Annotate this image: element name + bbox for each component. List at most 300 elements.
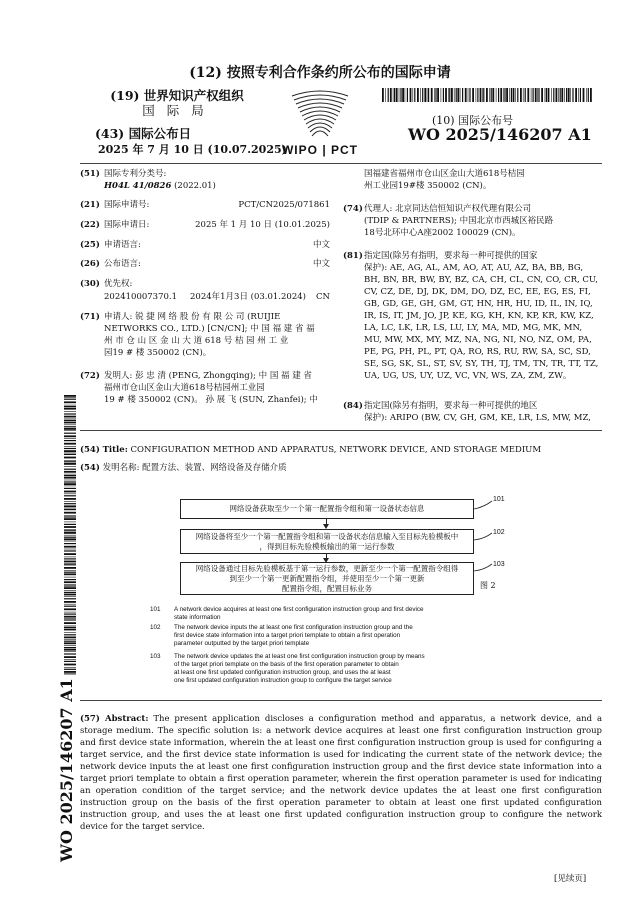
barcode-bar: [64, 425, 76, 426]
barcode-bar: [64, 461, 76, 462]
barcode-bar: [441, 88, 442, 102]
barcode-bar: [64, 411, 76, 412]
field-22-label: 国际申请日:: [104, 220, 150, 230]
barcode-bar: [64, 438, 76, 439]
legend-num-103: 103: [150, 653, 161, 660]
barcode-bar: [566, 88, 567, 102]
regional-states-line-1: 指定国(除另有指明，要求每一种可提供的地区: [364, 401, 538, 411]
barcode-bar: [64, 590, 76, 591]
barcode-bar: [64, 397, 76, 398]
barcode-bar: [445, 88, 447, 102]
barcode-bar: [414, 88, 415, 102]
barcode-bar: [64, 645, 76, 646]
national-states-line-1: 指定国(除另有指明，要求每一种可提供的国家: [364, 251, 538, 261]
barcode-bar: [588, 88, 589, 102]
barcode-bar: [64, 585, 76, 586]
barcode-bar: [64, 604, 76, 605]
field-81-code: (81): [343, 251, 363, 261]
reference-103: 103: [493, 561, 505, 568]
barcode-bar: [64, 530, 76, 531]
organization-name: (19) 世界知识产权组织: [110, 88, 244, 103]
barcode-bar: [64, 616, 76, 618]
field-21-code: (21): [80, 200, 100, 210]
barcode-bar: [575, 88, 577, 102]
barcode-bar: [434, 88, 435, 102]
barcode-bar: [399, 88, 400, 102]
national-states-line-11: UA, UG, US, UY, UZ, VC, VN, WS, ZA, ZM, ZW。: [364, 371, 572, 381]
barcode-side: [64, 395, 76, 675]
barcode-bar: [64, 667, 76, 668]
barcode-bar: [583, 88, 585, 102]
barcode-bar: [515, 88, 516, 102]
barcode-bar: [64, 405, 76, 406]
barcode-bar: [468, 88, 469, 102]
barcode-bar: [64, 614, 76, 615]
flow-step-103-line-1: 网络设备通过目标先验模板基于第一运行参数，更新至少一个第一配置指令组得: [195, 564, 459, 573]
barcode-bar: [64, 399, 76, 400]
barcode-bar: [64, 515, 76, 516]
barcode-bar: [572, 88, 573, 102]
barcode-bar: [531, 88, 532, 102]
barcode-bar: [64, 426, 76, 427]
barcode-bar: [513, 88, 515, 102]
barcode-bar: [496, 88, 497, 102]
barcode-bar: [64, 618, 76, 619]
field-30-code: (30): [80, 279, 100, 289]
barcode-bar: [64, 541, 76, 542]
barcode-bar: [64, 524, 76, 525]
barcode-bar: [462, 88, 463, 102]
barcode-bar: [469, 88, 470, 102]
field-51-value-row: [104, 180, 216, 192]
barcode-bar: [393, 88, 394, 102]
barcode-bar: [525, 88, 526, 102]
biblio-divider: [80, 430, 602, 431]
barcode-bar: [560, 88, 561, 102]
legend-102-line-3: parameter outputted by the target priori template: [174, 640, 310, 647]
priority-date: 2024年1月3日 (03.01.2024): [190, 292, 306, 302]
barcode-bar: [503, 88, 504, 102]
national-states-line-2: 保护): AE, AG, AL, AM, AO, AT, AU, AZ, BA, BB, BG,: [364, 263, 584, 273]
barcode-bar: [553, 88, 554, 102]
barcode-bar: [537, 88, 538, 102]
barcode-bar: [64, 673, 76, 674]
field-25-code: (25): [80, 240, 100, 250]
barcode-bar: [64, 627, 76, 628]
barcode-bar: [527, 88, 529, 102]
barcode-bar: [64, 448, 76, 449]
barcode-bar: [64, 573, 76, 575]
legend-102-line-2: first device state information into a target priori template to obtain a first operation: [174, 632, 401, 639]
barcode-bar: [64, 428, 76, 430]
barcode-bar: [64, 592, 76, 593]
barcode-bar: [454, 88, 455, 102]
barcode-bar: [568, 88, 570, 102]
barcode-bar: [64, 637, 76, 639]
national-states-line-4: CV, CZ, DE, DJ, DK, DM, DO, DZ, EC, EE, EG, ES, FI,: [364, 287, 591, 297]
barcode-bar: [590, 88, 592, 102]
barcode-bar: [64, 420, 76, 421]
barcode-bar: [407, 88, 408, 102]
barcode-bar: [491, 88, 492, 102]
legend-103-line-4: one first updated configuration instruction group to configure the target service: [174, 677, 392, 684]
inventor-line-3: 19 # 楼 350002 (CN)。 孙 展 飞 (SUN, Zhanfei); 中: [104, 395, 318, 405]
barcode-bar: [586, 88, 587, 102]
application-number: PCT/CN2025/071861: [238, 200, 330, 210]
barcode-bar: [388, 88, 389, 102]
barcode-bar: [456, 88, 457, 102]
title-en: CONFIGURATION METHOD AND APPARATUS, NETWORK DEVICE, AND STORAGE MEDIUM: [130, 445, 542, 455]
barcode-bar: [457, 88, 459, 102]
barcode-bar: [400, 88, 401, 102]
inventor-line-2: 福州市仓山区金山大道618号桔园州工业园: [104, 383, 265, 393]
barcode-bar: [472, 88, 474, 102]
agent-line-1: 代理人: 北京同达信恒知识产权代理有限公司: [364, 204, 532, 214]
flow-step-102: [180, 529, 474, 554]
barcode-bar: [548, 88, 550, 102]
barcode-bar: [486, 88, 488, 102]
barcode-bar: [64, 450, 76, 452]
priority-country: CN: [316, 292, 330, 302]
legend-101-line-1: A network device acquires at least one first configuration instruction group and first device: [174, 606, 424, 613]
barcode-bar: [64, 529, 76, 530]
barcode-bar: [64, 532, 76, 534]
legend-103-line-3: at least one first updated configuration instruction group, and uses the at least: [174, 669, 391, 676]
barcode-bar: [517, 88, 518, 102]
barcode-bar: [545, 88, 546, 102]
barcode-bar: [64, 401, 76, 403]
applicant-line-2: NETWORKS CO., LTD.) [CN/CN]; 中 国 福 建 省 福: [104, 324, 315, 334]
applicant-line-4: 园19 # 楼 350002 (CN)。: [104, 348, 212, 358]
barcode-bar: [64, 419, 76, 420]
flow-step-103-line-2: 到至少一个第一更新配置指令组，并使用至少一个第一更新: [229, 574, 425, 583]
national-states-line-8: MU, MW, MX, MY, MZ, NA, NG, NI, NO, NZ, OM, PA,: [364, 335, 592, 345]
barcode-bar: [504, 88, 505, 102]
barcode-bar: [523, 88, 524, 102]
barcode-bar: [64, 651, 76, 652]
barcode-bar: [541, 88, 543, 102]
national-states-line-7: LA, LC, LK, LR, LS, LU, LY, MA, MD, MG, MK, MN,: [364, 323, 583, 333]
barcode-bar: [427, 88, 428, 102]
barcode-bar: [64, 495, 76, 496]
barcode-bar: [570, 88, 571, 102]
barcode-bar: [64, 483, 76, 485]
barcode-bar: [64, 642, 76, 644]
barcode-bar: [64, 577, 76, 578]
barcode-bar: [443, 88, 444, 102]
figure-label: 图 2: [480, 581, 496, 590]
barcode-bar: [64, 581, 76, 583]
barcode-bar: [64, 408, 76, 410]
filing-language: 中文: [312, 240, 330, 250]
inventor-cont-line-1: 国福建省福州市仓山区金山大道618号桔园: [364, 169, 525, 179]
barcode-bar: [483, 88, 484, 102]
barcode-bar: [64, 512, 76, 514]
barcode-bar: [64, 567, 76, 569]
title-zh-label: 发明名称:: [102, 463, 140, 473]
barcode-bar: [64, 422, 76, 424]
barcode-bar: [64, 632, 76, 633]
barcode-bar: [437, 88, 439, 102]
national-states-line-10: SE, SG, SK, SL, ST, SV, SY, TH, TJ, TM, TN, TR, TT, TZ,: [364, 359, 599, 369]
barcode-bar: [420, 88, 421, 102]
barcode-bar: [402, 88, 404, 102]
title-en-code: (54): [80, 445, 100, 455]
barcode-bar: [64, 454, 76, 455]
barcode-bar: [480, 88, 482, 102]
barcode-bar: [64, 501, 76, 502]
barcode-bar: [64, 570, 76, 571]
barcode-bar: [64, 416, 76, 418]
barcode-bar: [396, 88, 398, 102]
field-30-label: 优先权:: [104, 279, 133, 289]
barcode-bar: [460, 88, 461, 102]
barcode-bar: [558, 88, 559, 102]
field-51-label: 国际专利分类号:: [104, 169, 167, 179]
applicant-line-1: 申请人: 锐 捷 网 络 股 份 有 限 公 司 (RUIJIE: [104, 312, 281, 322]
barcode-bar: [64, 508, 76, 509]
barcode-bar: [64, 622, 76, 624]
barcode-bar: [64, 557, 76, 558]
barcode-bar: [465, 88, 467, 102]
barcode-bar: [64, 466, 76, 467]
inventor-cont-line-2: 州工业园19#楼 350002 (CN)。: [364, 181, 492, 191]
barcode-bar: [424, 88, 426, 102]
barcode-bar: [561, 88, 563, 102]
reference-101: 101: [493, 496, 505, 503]
barcode-bar: [64, 561, 76, 563]
barcode-bar: [64, 659, 76, 660]
barcode-bar: [64, 594, 76, 596]
barcode-bar: [506, 88, 508, 102]
barcode-bar: [64, 537, 76, 538]
national-states-line-9: PE, PG, PH, PL, PT, QA, RO, RS, RU, RW, SA, SC, SD,: [364, 347, 591, 357]
barcode-bar: [64, 612, 76, 613]
legend-101-line-2: state information: [174, 614, 221, 621]
barcode-bar: [64, 488, 76, 489]
abstract-text: The present application discloses a configuration method and apparatus, a network device, and a storage medium. The specific solution is: a network device acquires at least one first configuration instruction group and first device state information, wherein the at least one first configuration instruction group is used for configuring a target service, and the first device state information is used for indicating the current state of the network device; the network device inputs the at least one first configuration instruction group and the first device state information into a target priori template to obtain a first operation parameter, wherein the first operation parameter is used for indicating an operation condition of the target service; and the network device updates the at least one first configuration instruction group on the basis of the first operation parameter to obtain at least one first updated configuration instruction group, and uses the at least one first updated configuration instruction group to configure the network device for the target service.: [80, 714, 603, 832]
ipc-date: (2022.01): [174, 181, 216, 191]
barcode-bar: [64, 653, 76, 654]
title-zh-row: [80, 462, 287, 474]
title-zh: 配置方法、装置、网络设备及存储介质: [142, 463, 287, 473]
agent-line-3: 18号北环中心A座2002 100029 (CN)。: [364, 228, 521, 238]
barcode-bar: [64, 435, 76, 437]
barcode-bar: [64, 641, 76, 642]
national-states-line-3: BH, BN, BR, BW, BY, BZ, CA, CH, CL, CN, CO, CR, CU,: [364, 275, 598, 285]
publication-date-label: (43) 国际公布日: [95, 126, 192, 141]
barcode-bar: [64, 629, 76, 631]
barcode-bar: [64, 522, 76, 523]
barcode-bar: [64, 601, 76, 603]
barcode-bar: [64, 608, 76, 610]
barcode-bar: [64, 598, 76, 599]
barcode-bar: [64, 579, 76, 580]
title-en-row: [80, 444, 541, 456]
ipc-classification: H04L 41/0826: [104, 181, 172, 191]
barcode-bar: [64, 505, 76, 507]
barcode-bar: [64, 474, 76, 475]
flow-step-103: [180, 562, 474, 595]
field-84-code: (84): [343, 401, 363, 411]
barcode-bar: [435, 88, 436, 102]
barcode-bar: [64, 606, 76, 607]
legend-102-line-1: The network device inputs the at least one first configuration instruction group and the: [174, 624, 413, 631]
barcode-bar: [64, 671, 76, 673]
figure-divider: [80, 700, 602, 701]
publication-date: 2025 年 7 月 10 日 (10.07.2025): [98, 143, 287, 156]
filing-date: 2025 年 1 月 10 日 (10.01.2025): [195, 220, 330, 230]
barcode-bar: [64, 463, 76, 465]
barcode-bar: [533, 88, 534, 102]
barcode-bar: [64, 440, 76, 441]
barcode-bar: [394, 88, 395, 102]
barcode-bar: [449, 88, 450, 102]
barcode-bar: [64, 406, 76, 407]
barcode-bar: [431, 88, 433, 102]
barcode-bar: [64, 460, 76, 461]
barcode-bar: [448, 88, 449, 102]
flow-step-101-text: 网络设备获取至少一个第一配置指令组和第一设备状态信息: [229, 504, 425, 513]
barcode-bar: [64, 546, 76, 548]
barcode-bar: [413, 88, 414, 102]
flow-step-103-line-3: 配置指令组，配置目标业务: [282, 584, 372, 593]
regional-states-line-2: 保护): ARIPO (BW, CV, GH, GM, KE, LR, LS, MW, MZ,: [364, 413, 591, 423]
national-states-line-6: IR, IS, IT, JM, JO, JP, KE, KG, KH, KN, KP, KR, KW, KZ,: [364, 311, 594, 321]
barcode-bar: [428, 88, 429, 102]
abstract: [80, 713, 602, 833]
barcode-bar: [64, 634, 76, 635]
barcode-bar: [64, 619, 76, 620]
barcode-bar: [64, 572, 76, 573]
barcode-bar: [64, 563, 76, 564]
applicant-line-3: 州 市 仓 山 区 金 山 大 道 618 号 桔 园 州 工 业: [104, 336, 289, 346]
barcode-bar: [64, 503, 76, 504]
organization-bureau: 国 际 局: [142, 103, 208, 118]
legend-103-line-2: of the target priori template on the basis of the first operation parameter to obtain: [174, 661, 399, 668]
barcode-bar: [520, 88, 522, 102]
barcode-bar: [64, 669, 76, 670]
barcode-bar: [64, 413, 76, 414]
barcode-bar: [64, 516, 76, 517]
barcode-bar: [64, 584, 76, 585]
barcode-bar: [509, 88, 510, 102]
barcode-bar: [64, 433, 76, 434]
barcode-bar: [564, 88, 565, 102]
barcode-bar: [410, 88, 412, 102]
barcode-bar: [64, 587, 76, 589]
barcode-bar: [538, 88, 539, 102]
barcode-bar: [64, 446, 76, 447]
barcode-bar: [64, 549, 76, 550]
barcode-bar: [64, 509, 76, 510]
logo-text: WIPO | PCT: [281, 143, 359, 157]
publication-language: 中文: [312, 259, 330, 269]
barcode-bar: [64, 664, 76, 666]
barcode-bar: [546, 88, 547, 102]
abstract-label: (57) Abstract:: [80, 714, 149, 724]
barcode-bar: [64, 564, 76, 565]
document-title: (12) 按照专利合作条约所公布的国际申请: [189, 65, 451, 81]
barcode-bar: [64, 469, 76, 470]
inventor-line-1: 发明人: 彭 忠 清 (PENG, Zhongqing); 中 国 福 建 省: [104, 371, 312, 381]
barcode-bar: [64, 471, 76, 473]
priority-number: 202410007370.1: [104, 292, 178, 302]
continued-note: [见续页]: [554, 874, 587, 884]
title-en-label: Title:: [102, 445, 128, 455]
barcode-bar: [578, 88, 579, 102]
barcode-top: [382, 88, 592, 102]
barcode-bar: [390, 88, 392, 102]
barcode-bar: [64, 480, 76, 481]
barcode-bar: [451, 88, 453, 102]
national-states-line-5: GB, GD, GE, GH, GM, GT, HN, HR, HU, ID, IL, IN, IQ,: [364, 299, 593, 309]
barcode-bar: [64, 596, 76, 597]
barcode-bar: [580, 88, 581, 102]
publication-number: WO 2025/146207 A1: [408, 125, 592, 144]
flow-step-102-line-1: 网络设备将至少一个第一配置指令组和第一设备状态信息输入至目标先验模板中: [195, 532, 459, 541]
barcode-bar: [489, 88, 490, 102]
field-25-label: 申请语言:: [104, 240, 141, 250]
barcode-bar: [64, 475, 76, 476]
barcode-bar: [64, 518, 76, 520]
field-21-label: 国际申请号:: [104, 200, 150, 210]
barcode-bar: [64, 647, 76, 648]
barcode-bar: [498, 88, 499, 102]
barcode-bar: [500, 88, 502, 102]
field-22-code: (22): [80, 220, 100, 230]
barcode-bar: [64, 491, 76, 493]
wipo-logo: [270, 90, 370, 160]
barcode-bar: [64, 453, 76, 454]
barcode-bar: [64, 649, 76, 651]
publication-number-label: (10) 国际公布号: [432, 114, 514, 127]
agent-line-2: (TDIP & PARTNERS); 中国北京市西城区裕民路: [364, 216, 554, 226]
barcode-bar: [64, 550, 76, 551]
barcode-bar: [405, 88, 406, 102]
barcode-bar: [556, 88, 558, 102]
field-71-code: (71): [80, 312, 100, 322]
barcode-bar: [64, 481, 76, 482]
field-72-code: (72): [80, 371, 100, 381]
barcode-bar: [64, 494, 76, 495]
field-26-label: 公布语言:: [104, 259, 141, 269]
barcode-bar: [422, 88, 423, 102]
side-publication-number: WO 2025/146207 A1: [57, 678, 76, 862]
barcode-bar: [64, 661, 76, 662]
barcode-bar: [535, 88, 537, 102]
barcode-bar: [64, 526, 76, 528]
barcode-bar: [64, 656, 76, 658]
barcode-bar: [64, 395, 76, 397]
barcode-bar: [64, 443, 76, 445]
legend-103-line-1: The network device updates the at least one first configuration instruction group by means: [174, 653, 425, 660]
barcode-bar: [492, 88, 494, 102]
barcode-bar: [64, 477, 76, 479]
barcode-bar: [64, 498, 76, 500]
field-74-code: (74): [343, 204, 363, 214]
barcode-bar: [476, 88, 477, 102]
barcode-bar: [64, 457, 76, 459]
barcode-bar: [64, 538, 76, 540]
barcode-bar: [64, 639, 76, 640]
barcode-bar: [64, 543, 76, 544]
header-divider: [80, 163, 602, 164]
barcode-bar: [64, 430, 76, 431]
barcode-bar: [385, 88, 386, 102]
barcode-bar: [482, 88, 483, 102]
flow-step-102-line-2: ，得到目标先验模板输出的第一运行参数: [259, 542, 395, 551]
